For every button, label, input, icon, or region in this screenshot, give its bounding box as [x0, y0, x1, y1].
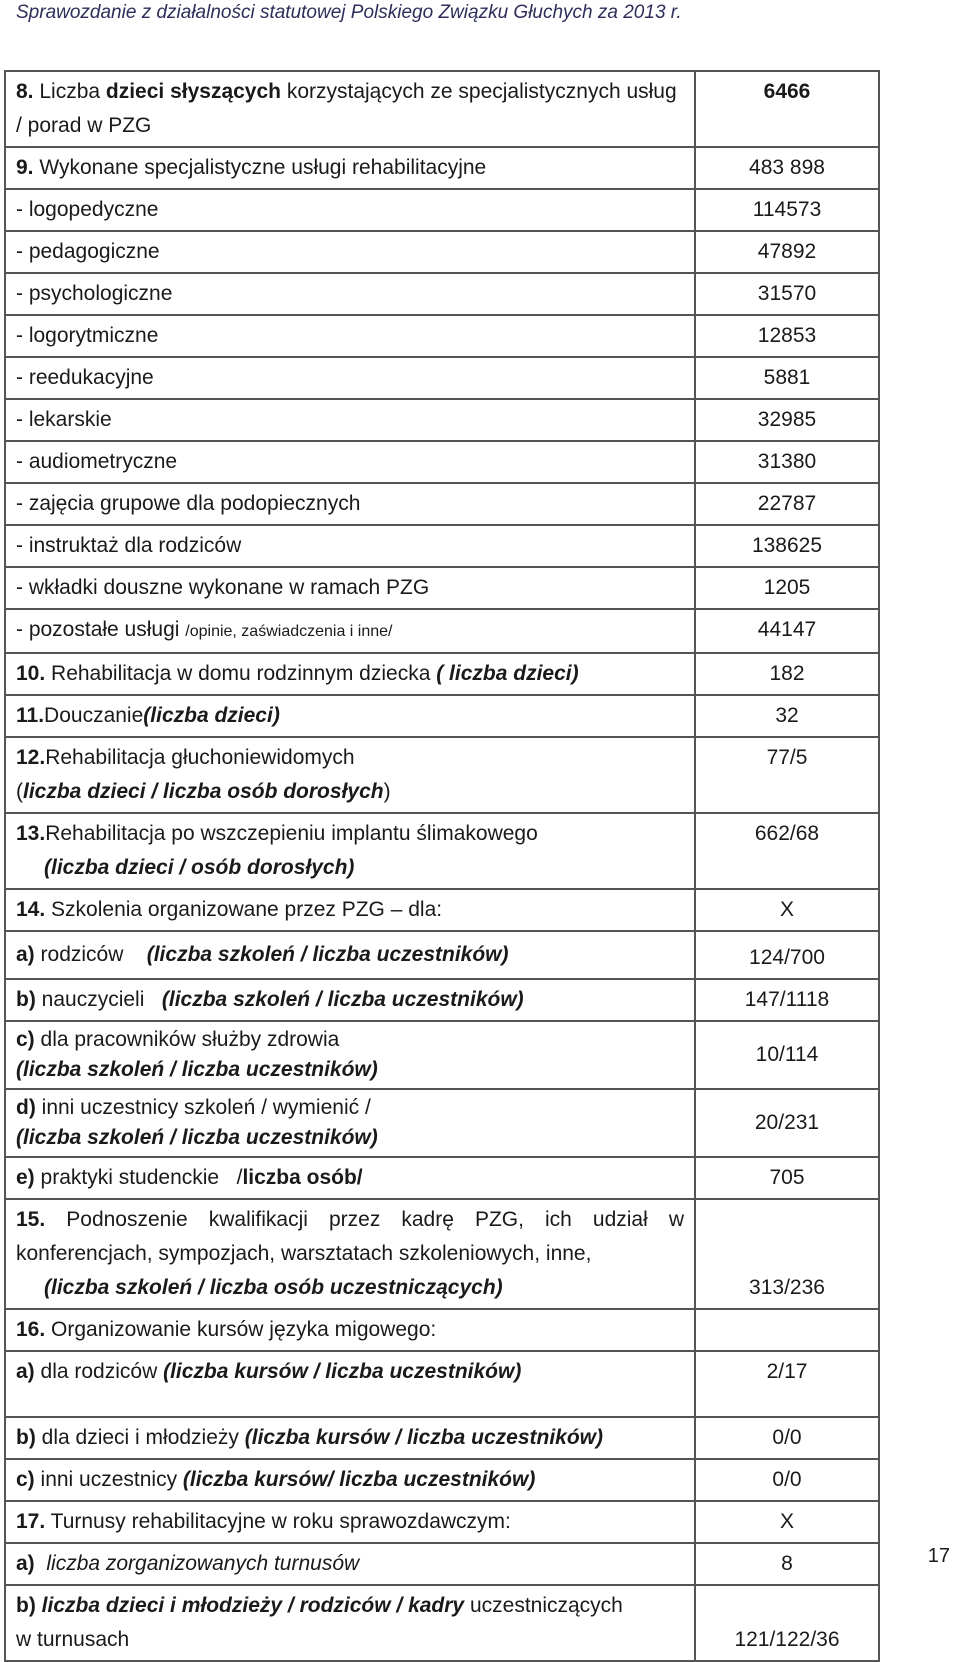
- table-row: [5, 1157, 879, 1199]
- table-row: [5, 399, 879, 441]
- table-row: [5, 441, 879, 483]
- row-text: - instruktaż dla rodziców: [5, 525, 695, 567]
- table-row: [5, 1417, 879, 1459]
- row-text: - zajęcia grupowe dla podopiecznych: [5, 483, 695, 525]
- row-number: 13.: [16, 822, 46, 845]
- row-text: dla pracowników służby zdrowia: [34, 1028, 340, 1051]
- row-text: (: [16, 780, 23, 803]
- table-row: [5, 1585, 879, 1661]
- table-row: [5, 315, 879, 357]
- row-text: Rehabilitacja w domu rodzinnym dziecka: [45, 662, 437, 685]
- row-text-italic: liczba dzieci / liczba osób dorosłych: [23, 780, 384, 803]
- row-value: 32985: [695, 399, 879, 441]
- row-value: 0/0: [695, 1459, 879, 1501]
- row-value: 20/231: [695, 1089, 879, 1157]
- table-row: [5, 1501, 879, 1543]
- row-text-bold: dzieci słyszących: [105, 80, 281, 103]
- row-value: X: [695, 889, 879, 931]
- row-text: - reedukacyjne: [5, 357, 695, 399]
- row-number: 11.: [16, 704, 45, 727]
- row-text: uczestniczących: [464, 1594, 623, 1617]
- row-text: inni uczestnicy szkoleń / wymienić /: [35, 1096, 371, 1119]
- row-text: w turnusach: [16, 1628, 130, 1651]
- row-number: 14.: [16, 898, 46, 921]
- table-row: [5, 695, 879, 737]
- table-row: [5, 231, 879, 273]
- row-value: 8: [695, 1543, 879, 1585]
- table-row: [5, 653, 879, 695]
- table-row: [5, 357, 879, 399]
- row-letter: a): [16, 1360, 35, 1383]
- row-value: 313/236: [695, 1199, 879, 1309]
- row-value: 483 898: [695, 147, 879, 189]
- row-text: - wkładki douszne wykonane w ramach PZG: [5, 567, 695, 609]
- table-row: [5, 273, 879, 315]
- row-text: nauczycieli: [35, 988, 162, 1011]
- table-row: [5, 147, 879, 189]
- table-row: [5, 1543, 879, 1585]
- row-value: 47892: [695, 231, 879, 273]
- row-value: 147/1118: [695, 979, 879, 1021]
- row-text-italic: (liczba dzieci / osób dorosłych): [44, 856, 355, 879]
- row-text: - lekarskie: [5, 399, 695, 441]
- table-row: [5, 1309, 879, 1351]
- row-text: Wykonane specjalistyczne usługi rehabilitacyjne: [33, 156, 487, 179]
- row-text-italic: liczba zorganizowanych turnusów: [34, 1552, 360, 1575]
- row-value: 77/5: [695, 737, 879, 813]
- row-number: 15.: [16, 1208, 46, 1231]
- row-value: 124/700: [695, 931, 879, 979]
- row-text: korzystających ze specjalistycznych usług / porad w PZG: [16, 80, 677, 137]
- row-value: 705: [695, 1157, 879, 1199]
- row-value: 0/0: [695, 1417, 879, 1459]
- row-text: - audiometryczne: [5, 441, 695, 483]
- row-text-small: /opinie, zaświadczenia i inne/: [185, 623, 393, 640]
- row-number: 16.: [16, 1318, 46, 1341]
- row-text: konferencjach, sympozjach, warsztatach szkoleniowych, inne,: [16, 1242, 592, 1265]
- row-text: Organizowanie kursów języka migowego:: [45, 1318, 437, 1341]
- row-text-italic: (liczba szkoleń / liczba uczestników): [16, 1126, 378, 1149]
- row-text: ): [383, 780, 391, 803]
- row-text: Szkolenia organizowane przez PZG – dla:: [45, 898, 443, 921]
- row-text-italic: (liczba szkoleń / liczba uczestników): [161, 988, 524, 1011]
- table-row: [5, 737, 879, 813]
- table-row: [5, 813, 879, 889]
- row-letter: b): [16, 1594, 36, 1617]
- row-value: 22787: [695, 483, 879, 525]
- row-value: 182: [695, 653, 879, 695]
- row-text-italic: (liczba szkoleń / liczba uczestników): [146, 943, 509, 966]
- row-number: 8.: [16, 80, 34, 103]
- table-row: [5, 979, 879, 1021]
- row-text: Podnoszenie kwalifikacji przez kadrę PZG, ich udział w: [45, 1208, 684, 1231]
- page-number: 17: [927, 1545, 950, 1567]
- table-row: [5, 71, 879, 147]
- row-text: Liczba: [33, 80, 106, 103]
- row-value: 121/122/36: [695, 1585, 879, 1661]
- row-value: 114573: [695, 189, 879, 231]
- row-letter: b): [16, 1426, 36, 1449]
- row-text: inni uczestnicy: [34, 1468, 183, 1491]
- row-text-italic: (liczba szkoleń / liczba uczestników): [16, 1058, 378, 1081]
- row-value: 31380: [695, 441, 879, 483]
- row-value: 32: [695, 695, 879, 737]
- row-value: 31570: [695, 273, 879, 315]
- row-value: 6466: [695, 71, 879, 147]
- table-row: [5, 1089, 879, 1157]
- table-row: [5, 889, 879, 931]
- row-text: [16, 1203, 684, 1237]
- row-value: X: [695, 1501, 879, 1543]
- row-value-empty: [695, 1309, 879, 1351]
- row-text: - psychologiczne: [5, 273, 695, 315]
- row-text: Rehabilitacja po wszczepieniu implantu ślimakowego: [45, 822, 538, 845]
- row-text-italic: (liczba kursów/ liczba uczestników): [182, 1468, 536, 1491]
- row-text-italic: (liczba szkoleń / liczba osób uczestniczących): [44, 1276, 503, 1299]
- row-text: praktyki studenckie /: [34, 1166, 243, 1189]
- table-row: [5, 525, 879, 567]
- row-text: - logopedyczne: [5, 189, 695, 231]
- table-row: [5, 1199, 879, 1309]
- row-value: 44147: [695, 609, 879, 653]
- row-number: 17.: [16, 1510, 46, 1533]
- table-row: [5, 1021, 879, 1089]
- row-text-italic: ( liczba dzieci): [436, 662, 579, 685]
- row-number: 9.: [16, 156, 34, 179]
- table-row: [5, 567, 879, 609]
- table-row: [5, 609, 879, 653]
- table-row: [5, 1459, 879, 1501]
- row-text: Rehabilitacja głuchoniewidomych: [45, 746, 355, 769]
- table-row: [5, 483, 879, 525]
- row-letter: c): [16, 1468, 35, 1491]
- row-value: 138625: [695, 525, 879, 567]
- row-number: 10.: [16, 662, 46, 685]
- row-text-italic: (liczba kursów / liczba uczestników): [244, 1426, 604, 1449]
- row-text: - pozostałe usługi: [16, 618, 186, 641]
- row-number: 12.: [16, 746, 46, 769]
- table-row: [5, 189, 879, 231]
- row-value: 1205: [695, 567, 879, 609]
- row-text-italic: (liczba dzieci): [143, 704, 280, 727]
- row-letter: e): [16, 1166, 35, 1189]
- row-text-italic: (liczba kursów / liczba uczestników): [163, 1360, 522, 1383]
- row-letter: a): [16, 943, 35, 966]
- page-header: Sprawozdanie z działalności statutowej Polskiego Związku Głuchych za 2013 r.: [16, 2, 682, 23]
- row-text: Douczanie: [44, 704, 144, 727]
- row-text: rodziców: [34, 943, 147, 966]
- table-row: [5, 931, 879, 979]
- row-letter: c): [16, 1028, 35, 1051]
- table-row: [5, 1351, 879, 1417]
- row-letter: a): [16, 1552, 35, 1575]
- row-text: Turnusy rehabilitacyjne w roku sprawozdawczym:: [45, 1510, 511, 1533]
- row-text-italic: liczba dzieci i młodzieży / rodziców / kadry: [35, 1594, 465, 1617]
- row-text: - pedagogiczne: [5, 231, 695, 273]
- row-value: 10/114: [695, 1021, 879, 1089]
- row-value: 2/17: [695, 1351, 879, 1417]
- row-value: 662/68: [695, 813, 879, 889]
- report-table: [4, 70, 880, 1662]
- row-text: dla dzieci i młodzieży: [35, 1426, 245, 1449]
- row-text: dla rodziców: [34, 1360, 164, 1383]
- row-text-bold: liczba osób/: [242, 1166, 363, 1189]
- row-value: 5881: [695, 357, 879, 399]
- row-value: 12853: [695, 315, 879, 357]
- row-letter: b): [16, 988, 36, 1011]
- row-text: - logorytmiczne: [5, 315, 695, 357]
- row-letter: d): [16, 1096, 36, 1119]
